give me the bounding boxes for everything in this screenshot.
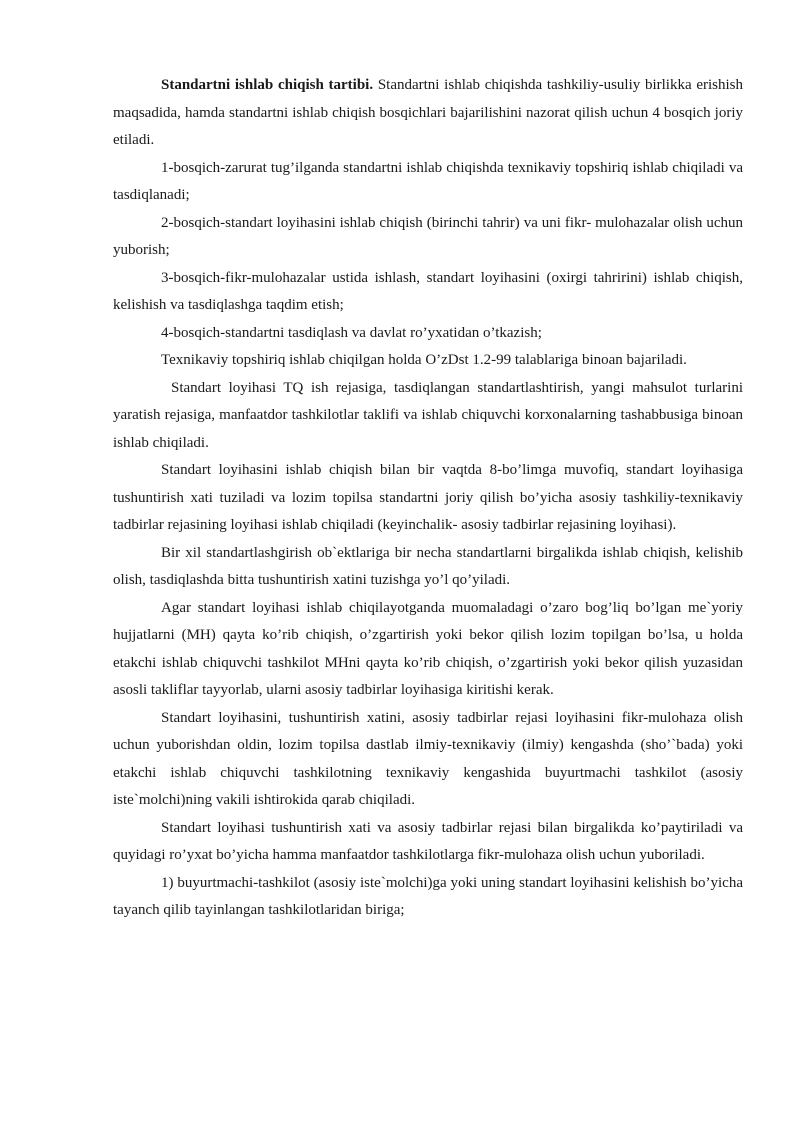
paragraph-text: Standartni ishlab chiqishda tashkiliy-usuliy birlikka erishish maqsadida, hamda standartni ishlab chiqish bosqichlari bajarilishini nazorat qilish uchun 4 bosqich joriy etiladi. [113, 77, 743, 148]
paragraph-technical-task: Texnikaviy topshiriq ishlab chiqilgan holda O’zDst 1.2-99 talablariga binoan bajariladi. [161, 352, 687, 368]
paragraph-stage-2: 2-bosqich-standart loyihasini ishlab chiqish (birinchi tahrir) va uni fikr- mulohazalar olish uchun yuborish; [113, 214, 743, 258]
paragraph-list-item-1: 1) buyurtmachi-tashkilot (asosiy iste`molchi)ga yoki uning standart loyihasini kelishish bo’yicha tayanch qilib tayinlangan tashkilotlaridan biriga; [113, 874, 743, 918]
paragraph-standard-project-basis: Standart loyihasi TQ ish rejasiga, tasdiqlangan standartlashtirish, yangi mahsulot turlarini yaratish rejasiga, manfaatdor tashkilotlar taklifi va ishlab chiquvchi korxonalarning tashabbusiga binoan ishlab chiqiladi. [113, 379, 743, 451]
paragraph-stage-3: 3-bosqich-fikr-mulohazalar ustida ishlash, standart loyihasini (oxirgi tahririni) ishlab chiqish, kelishish va tasdiqlashga taqdim etish; [113, 269, 743, 313]
paragraph-stage-1: 1-bosqich-zarurat tug’ilganda standartni ishlab chiqishda texnikaviy topshiriq ishlab chiqiladi va tasdiqlanadi; [113, 159, 743, 203]
paragraph-standard-procedure [113, 72, 743, 155]
paragraph-council-review: Standart loyihasini, tushuntirish xatini, asosiy tadbirlar rejasi loyihasini fikr-mulohaza olish uchun yuborishdan oldin, lozim topilsa dastlab ilmiy-texnikaviy (ilmiy) kengashda (sho’`bada) yoki etakchi ishlab chiquvchi tashkilotning texnikaviy kengashida buyurtmachi tashkilot (asosiy iste`molchi)ning vakili ishtirokida qarab chiqiladi. [113, 709, 743, 808]
document-page [113, 72, 743, 925]
paragraph-multiple-standards: Bir xil standartlashgirish ob`ektlariga bir necha standartlarni birgalikda ishlab chiqish, kelishib olish, tasdiqlashda bitta tushuntirish xatini tuzishga yo’l qo’yiladi. [113, 544, 743, 588]
paragraph-related-documents: Agar standart loyihasi ishlab chiqilayotganda muomaladagi o’zaro bog’liq bo’lgan me`yoriy hujjatlarni (MH) qayta ko’rib chiqish, o’zgartirish yoki bekor qilish lozim topilgan bo’lsa, u holda etakchi ishlab chiquvchi tashkilot MHni qayta ko’rib chiqish, o’zgartirish yoki bekor qilish yuzasidan asosli takliflar tayyorlab, ularni asosiy tadbirlar loyihasiga kiritishi kerak. [113, 599, 743, 698]
paragraph-distribution: Standart loyihasi tushuntirish xati va asosiy tadbirlar rejasi bilan birgalikda ko’paytiriladi va quyidagi ro’yxat bo’yicha hamma manfaatdor tashkilotlarga fikr-mulohaza olish uchun yuboriladi. [113, 819, 743, 863]
paragraph-stage-4: 4-bosqich-standartni tasdiqlash va davlat ro’yxatidan o’tkazish; [161, 324, 542, 341]
paragraph-lead-heading: Standartni ishlab chiqish tartibi. [161, 77, 374, 93]
paragraph-explanatory-note: Standart loyihasini ishlab chiqish bilan bir vaqtda 8-bo’limga muvofiq, standart loyihasiga tushuntirish xati tuziladi va lozim topilsa standartni joriy qilish bo’yicha asosiy tashkiliy-texnikaviy tadbirlar rejasining loyihasi ishlab chiqiladi (keyinchalik- asosiy tadbirlar rejasining loyihasi). [113, 462, 743, 533]
